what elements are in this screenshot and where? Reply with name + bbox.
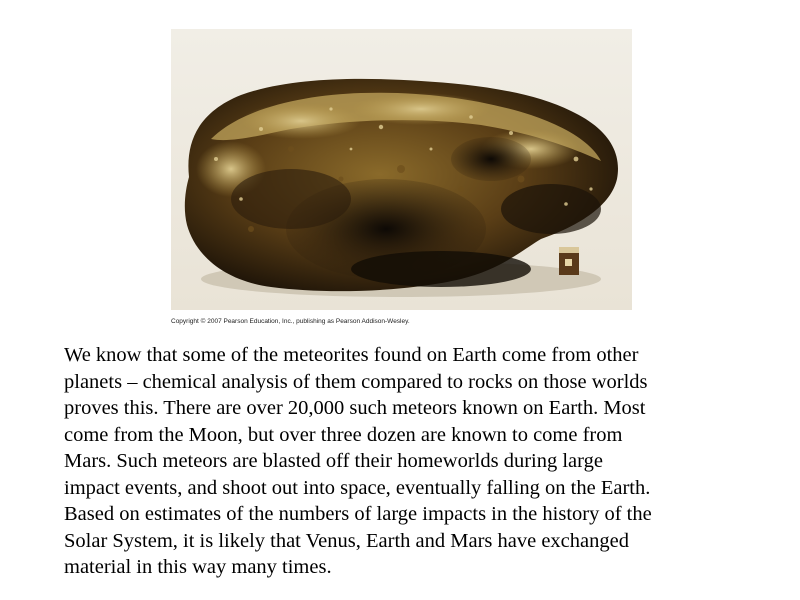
- paragraph-line: proves this. There are over 20,000 such meteors known on Earth. Most: [64, 397, 646, 419]
- paragraph-line: Mars. Such meteors are blasted off their homeworlds during large: [64, 450, 603, 472]
- paragraph-line: come from the Moon, but over three dozen are known to come from: [64, 423, 623, 446]
- body-paragraph: [64, 342, 764, 581]
- paragraph-line: planets – chemical analysis of them compared to rocks on those worlds: [64, 370, 648, 393]
- paragraph-line: material in this way many times.: [64, 556, 332, 578]
- meteorite-image: [171, 29, 632, 310]
- paragraph-line: Solar System, it is likely that Venus, Earth and Mars have exchanged: [64, 529, 629, 552]
- scale-cube: [559, 247, 579, 275]
- copyright-notice: Copyright © 2007 Pearson Education, Inc., publishing as Pearson Addison-Wesley.: [171, 318, 410, 325]
- paragraph-line: impact events, and shoot out into space, eventually falling on the Earth.: [64, 476, 651, 499]
- paragraph-line: We know that some of the meteorites found on Earth come from other: [64, 344, 639, 366]
- paragraph-line: Based on estimates of the numbers of large impacts in the history of the: [64, 503, 652, 525]
- meteorite-photo: [171, 29, 632, 310]
